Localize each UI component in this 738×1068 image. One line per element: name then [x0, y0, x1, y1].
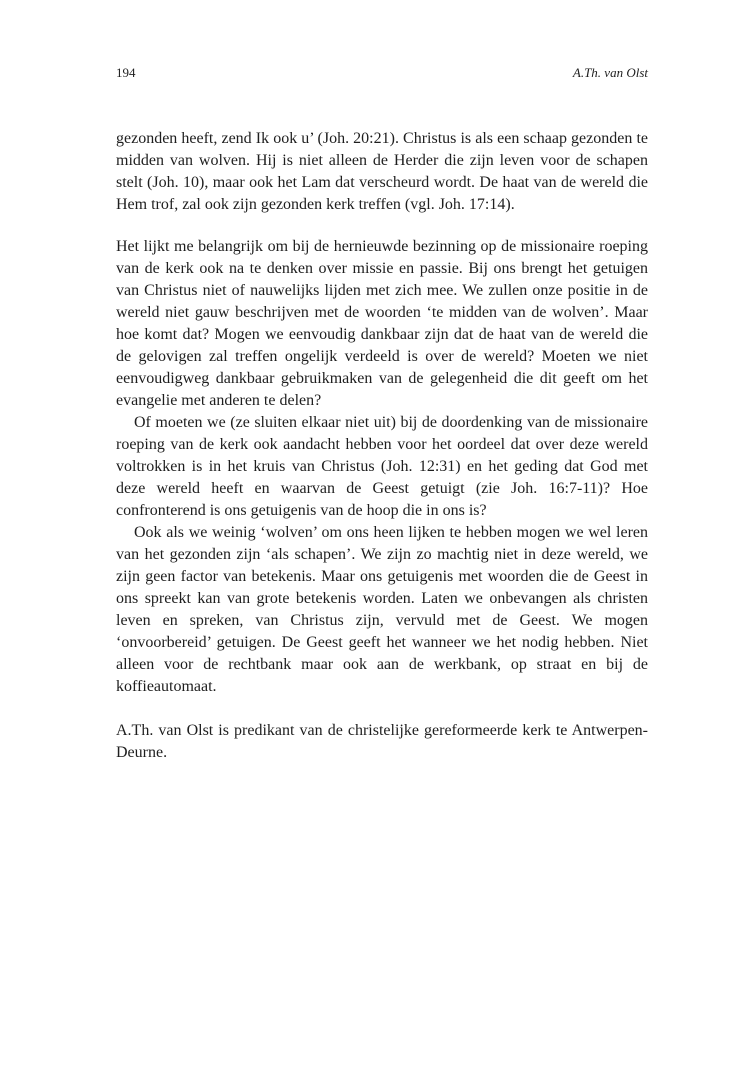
- page-number: 194: [116, 65, 136, 80]
- body-section-opening: [116, 128, 648, 216]
- body-paragraph-2: Het lijkt me belangrijk om bij de hernieuwde bezinning op de missionaire roeping van de kerk ook na te denken over missie en passie. Bij ons brengt het getuigen van Christus niet of nauwelijks lijden met zich mee. We zullen onze positie in de wereld niet gauw beschrijven met de woorden ‘te midden van de wolven’. Maar hoe komt dat? Mogen we eenvoudig dankbaar zijn dat de haat van de wereld die de gelovigen zal treffen ongelijk verdeeld is over de wereld? Moeten we niet eenvoudigweg dankbaar gebruikmaken van de gelegenheid die dit geeft om het evangelie met anderen te delen?: [116, 238, 648, 409]
- author-note-section: [116, 720, 648, 764]
- body-paragraph-3: Of moeten we (ze sluiten elkaar niet uit) bij de doordenking van de missionaire roeping van de kerk ook aandacht hebben voor het oordeel dat over deze wereld voltrokken is in het kruis van Christus (Joh. 12:31) en het geding dat God met deze wereld heeft en waarvan de Geest getuigt (zie Joh. 16:7-11)? Hoe confronterend is ons getuigenis van de hoop die in ons is?: [116, 414, 648, 519]
- running-header-author: A.Th. van Olst: [572, 65, 648, 80]
- body-section-main: [116, 236, 648, 698]
- body-paragraph-1: gezonden heeft, zend Ik ook u’ (Joh. 20:21). Christus is als een schaap gezonden te midden van wolven. Hij is niet alleen de Herder die zijn leven voor de schapen stelt (Joh. 10), maar ook het Lam dat verscheurd wordt. De haat van de wereld die Hem trof, zal ook zijn gezonden kerk treffen (vgl. Joh. 17:14).: [116, 130, 648, 213]
- running-header: [116, 63, 648, 83]
- body-paragraph-4: Ook als we weinig ‘wolven’ om ons heen lijken te hebben mogen we wel leren van het gezonden zijn ‘als schapen’. We zijn zo machtig niet in deze wereld, we zijn geen factor van betekenis. Maar ons getuigenis met woorden die de Geest in ons spreekt kan van grote betekenis worden. Laten we onbevangen als christen leven en spreken, van Christus zijn, vervuld met de Geest. We mogen ‘onvoorbereid’ getuigen. De Geest geeft het wanneer we het nodig hebben. Niet alleen voor de rechtbank maar ook aan de werkbank, op straat en bij de koffieautomaat.: [116, 524, 648, 695]
- author-note: A.Th. van Olst is predikant van de christelijke gereformeerde kerk te Antwerpen-Deurne.: [116, 722, 648, 761]
